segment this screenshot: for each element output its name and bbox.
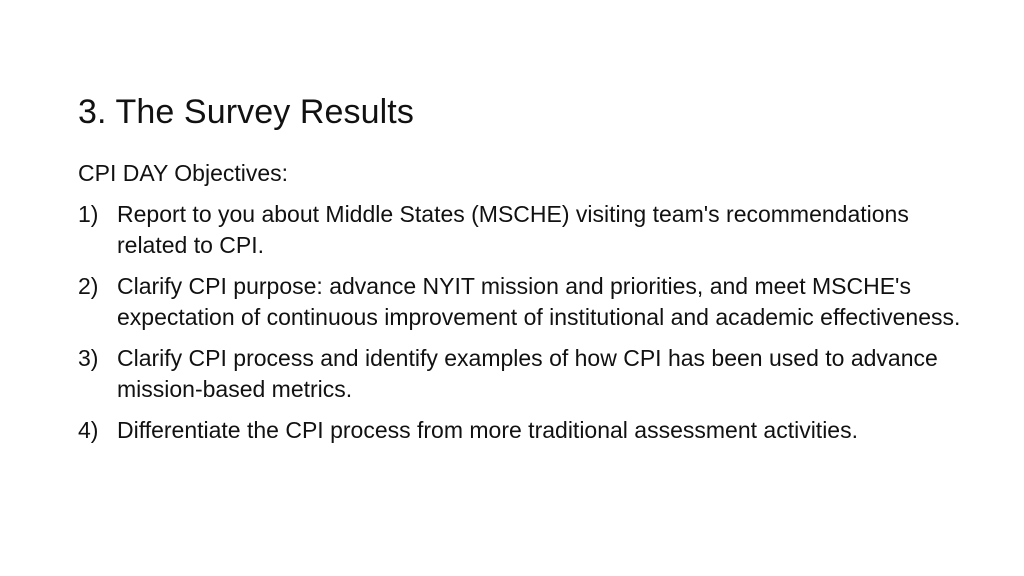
objective-text: Clarify CPI process and identify examples of how CPI has been used to advance mission-based metrics. (117, 345, 938, 402)
objective-number: 1) (78, 201, 99, 227)
objective-text: Clarify CPI purpose: advance NYIT mission and priorities, and meet MSCHE's expectation of continuous improvement of institutional and academic effectiveness. (117, 273, 961, 330)
objective-text: Differentiate the CPI process from more traditional assessment activities. (117, 417, 858, 443)
objective-number: 3) (78, 345, 99, 371)
objective-text: Report to you about Middle States (MSCHE) visiting team's recommendations related to CPI. (117, 201, 909, 258)
objective-number: 4) (78, 417, 99, 443)
objectives-list (78, 199, 978, 446)
objective-item (78, 199, 978, 261)
objective-item (78, 343, 978, 405)
slide-body (78, 158, 978, 456)
objective-item (78, 415, 978, 446)
objectives-heading: CPI DAY Objectives: (78, 160, 289, 186)
slide-title: 3. The Survey Results (78, 93, 414, 131)
objective-item (78, 271, 978, 333)
objective-number: 2) (78, 273, 99, 299)
